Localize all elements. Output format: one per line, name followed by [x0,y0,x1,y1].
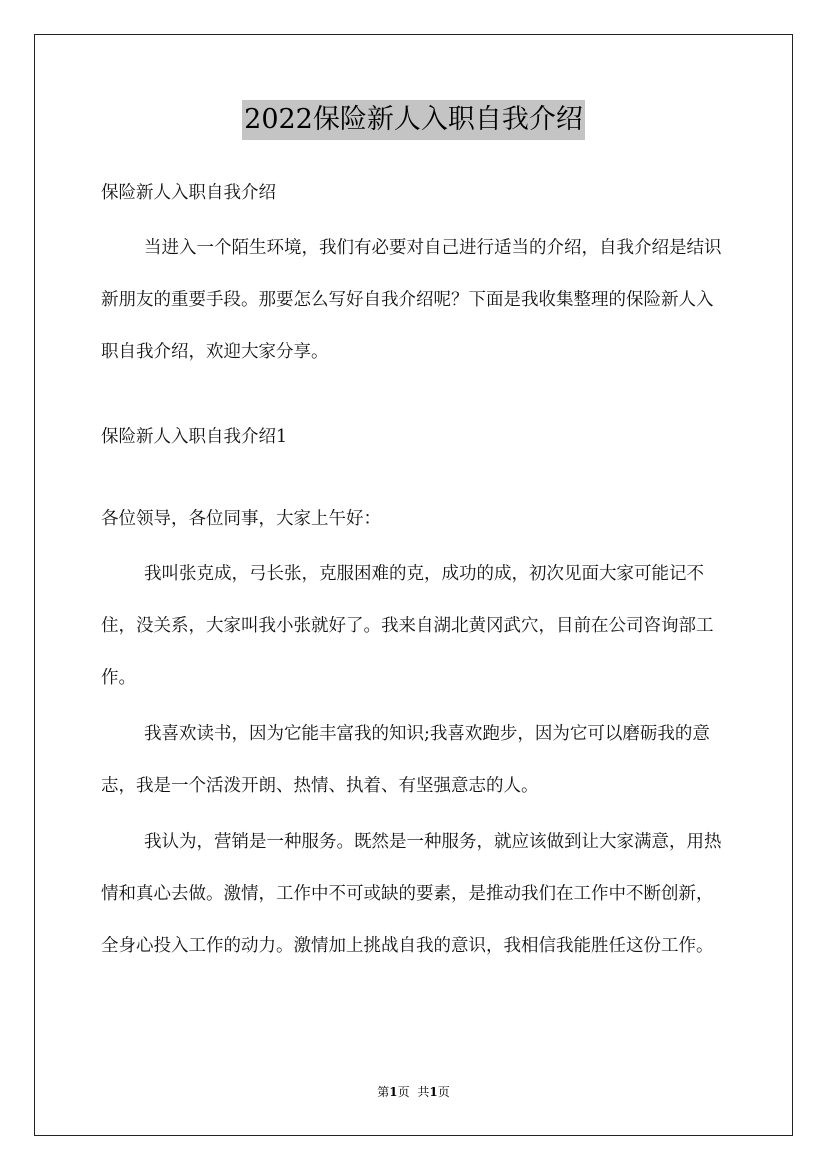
section-heading: 保险新人入职自我介绍1 [101,427,288,447]
footer-page-suffix: 页 [397,1085,410,1099]
footer-page-number: 1 [389,1085,398,1099]
page-footer [0,1083,827,1100]
paragraph-2: 我喜欢读书，因为它能丰富我的知识;我喜欢跑步，因为它可以磨砺我的意志，我是一个活泼开朗、热情、执着、有坚强意志的人。 [101,724,710,796]
intro-paragraph: 当进入一个陌生环境，我们有必要对自己进行适当的介绍，自我介绍是结识新朋友的重要手段。那要怎么写好自我介绍呢？下面是我收集整理的保险新人入职自我介绍，欢迎大家分享。 [101,238,722,362]
paragraph-1: 我叫张克成，弓长张，克服困难的克，成功的成，初次见面大家可能记不住，没关系，大家叫我小张就好了。我来自湖北黄冈武穴，目前在公司咨询部工作。 [101,564,714,688]
footer-page-prefix: 第 [377,1085,390,1099]
greeting: 各位领导，各位同事，大家上午好： [101,509,381,529]
footer-total-number: 1 [429,1085,438,1099]
footer-total-prefix: 共 [417,1085,430,1099]
subtitle: 保险新人入职自我介绍 [101,183,276,203]
footer-total-suffix: 页 [437,1085,450,1099]
paragraph-3: 我认为，营销是一种服务。既然是一种服务，就应该做到让大家满意，用热情和真心去做。激情，工作中不可或缺的要素，是推动我们在工作中不断创新，全身心投入工作的动力。激情加上挑战自我的意识，我相信我能胜任这份工作。 [101,832,722,956]
title-container [0,100,827,140]
document-title: 2022保险新人入职自我介绍 [242,100,585,140]
